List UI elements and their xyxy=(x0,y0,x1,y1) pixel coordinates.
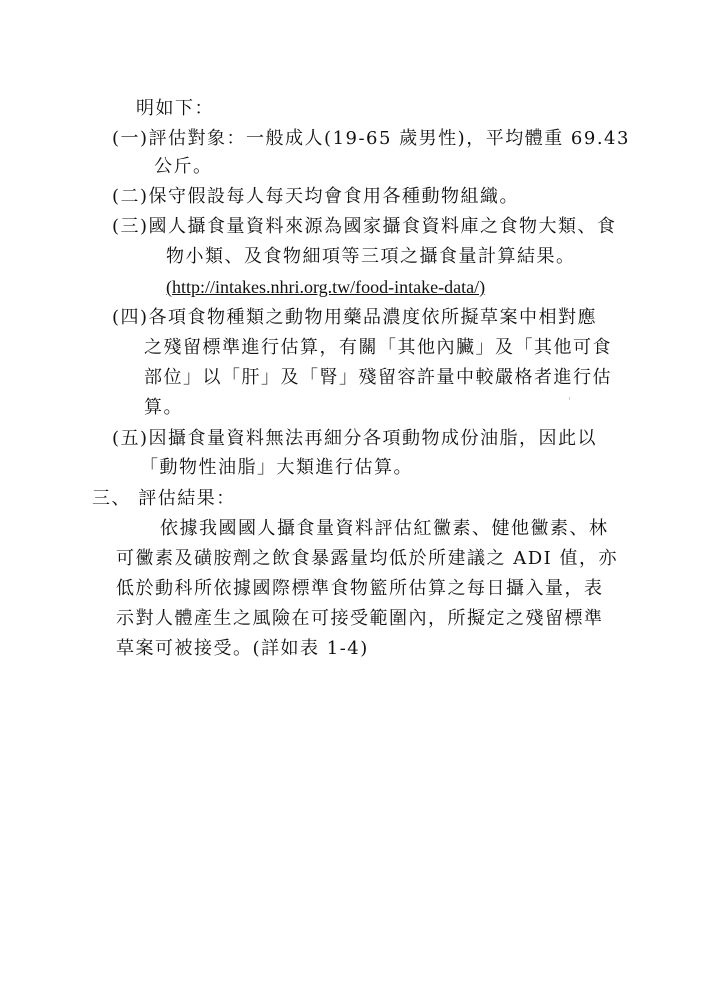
item-5-line-1 xyxy=(112,428,597,450)
item-4-line-1 xyxy=(112,307,597,329)
item-2-line-1 xyxy=(112,186,519,208)
food-intake-data-link[interactable]: (http://intakes.nhri.org.tw/food-intake-data/) xyxy=(166,277,486,297)
item-4-line-3: 部位」以「肝」及「腎」殘留容許量中較嚴格者進行估 xyxy=(144,367,612,388)
section-3-para-line-4: 示對人體產生之風險在可接受範圍內，所擬定之殘留標準 xyxy=(116,608,604,629)
intro-text: 明如下： xyxy=(136,98,214,119)
section-3-para-line-3: 低於動科所依據國際標準食物籃所估算之每日攝入量，表 xyxy=(116,578,604,599)
item-3-label: (三) xyxy=(112,216,149,237)
section-3-heading: 三、 評估結果： xyxy=(92,488,236,509)
item-3-text-1: 國人攝食量資料來源為國家攝食資料庫之食物大類、食 xyxy=(148,216,617,237)
section-3-para-line-2: 可黴素及磺胺劑之飲食暴露量均低於所建議之 ADI 值，亦 xyxy=(116,548,618,569)
item-4-text-1: 各項食物種類之動物用藥品濃度依所擬草案中相對應 xyxy=(148,307,598,328)
section-3-para-line-1: 依據我國國人攝食量資料評估紅黴素、健他黴素、林 xyxy=(160,518,609,539)
item-5-line-2: 「動物性油脂」大類進行估算。 xyxy=(140,457,413,478)
item-1-text-1: 評估對象：一般成人(19-65 歲男性)，平均體重 69.43 xyxy=(148,128,630,149)
item-5-label: (五) xyxy=(112,428,149,449)
item-1-line-1 xyxy=(112,128,630,150)
item-4-line-2: 之殘留標準進行估算，有關「其他內臟」及「其他可食 xyxy=(144,337,612,358)
item-3-line-1 xyxy=(112,216,617,238)
item-2-text-1: 保守假設每人每天均會食用各種動物組織。 xyxy=(148,186,520,207)
item-4-label: (四) xyxy=(112,307,149,328)
item-2-label: (二) xyxy=(112,186,149,207)
item-3-line-2: 物小類、及食物細項等三項之攝食量計算結果。 xyxy=(166,246,576,267)
item-1-line-2: 公斤。 xyxy=(154,156,213,177)
section-3-para-line-5: 草案可被接受。(詳如表 1-4) xyxy=(116,638,369,659)
item-4-line-4: 算。 xyxy=(144,397,183,418)
item-5-text-1: 因攝食量資料無法再細分各項動物成份油脂，因此以 xyxy=(148,428,598,449)
item-1-label: (一) xyxy=(112,128,149,149)
scan-speck xyxy=(569,397,570,400)
